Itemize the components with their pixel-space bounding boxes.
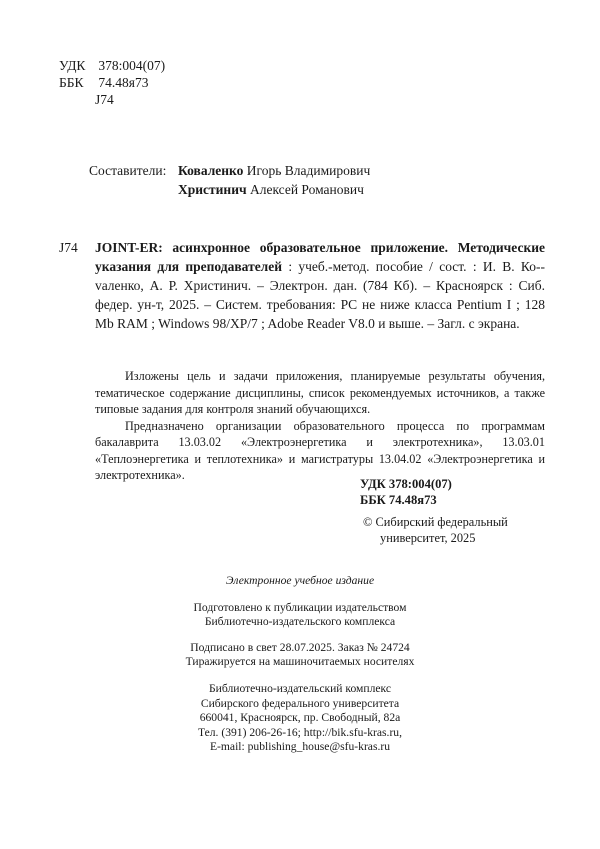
annotation: [95, 368, 545, 484]
prepared-line-1: Подготовлено к публикации издательством: [193, 600, 407, 614]
author-mark-top: J74: [95, 92, 114, 107]
udk-line: [59, 57, 165, 74]
compiler-1-surname: Коваленко: [178, 163, 244, 178]
compiler-1: [178, 161, 370, 181]
publisher-line-2: Сибирского федерального университета: [200, 696, 400, 710]
edition-type: Электронное учебное издание: [225, 574, 375, 587]
bib-title: JOINT-ER: асинхронное образовательное приложение. Методические указания для преподавателей: [95, 240, 545, 274]
bib-rest: : учеб.-метод. пособие / сост. : И. В. Ко-vaленко, А. Р. Христинич. – Электрон. дан. (784 Кб). – Красноярск : Сиб. федер. ун-т, 2025. – Систем. требования: PC не ниже класса Pentium I ; 128 Mb RAM ; Windows 98/XP/7 ; Adobe Reader V8.0 и выше. – Загл. с экрана.: [95, 259, 545, 331]
prepared-line-2: Библиотечно-издательского комплекса: [204, 615, 396, 629]
signed-line: Подписано в свет 28.07.2025. Заказ № 24724: [190, 640, 410, 654]
udk-value: 378:004(07): [98, 58, 166, 73]
email-line: E-mail: publishing_house@sfu-kras.ru: [209, 740, 391, 754]
copyright-line-2: университет, 2025: [380, 531, 476, 545]
bbk-line: [59, 74, 148, 91]
address-line: 660041, Красноярск, пр. Свободный, 82а: [199, 711, 401, 725]
bbk-value: 74.48я73: [98, 75, 149, 90]
annotation-paragraph-2: Предназначено организации образовательного процесса по программам бакалаврита 13.03.02 «Электроэнергетика и электротехника», 13.03.01 «Теплоэнергетика и теплотехника» и магистратуры 13.04.02 «Электроэнергетика и электротехника».: [95, 418, 545, 482]
publisher-line-1: Библиотечно-издательский комплекс: [209, 681, 391, 695]
copies-line: Тиражируется на машиночитаемых носителях: [185, 655, 415, 669]
bibliographic-description: [95, 238, 545, 333]
copyright-line-1: © Сибирский федеральный: [363, 515, 508, 529]
bbk-label: ББК: [59, 75, 84, 90]
compiler-2: [178, 180, 364, 200]
compilers-label: Составители:: [89, 163, 167, 178]
compiler-1-name: Игорь Владимирович: [246, 163, 371, 178]
annotation-paragraph-1: Изложены цель и задачи приложения, планируемые результаты обучения, тематическое содержание дисциплины, список рекомендуемых источников, а также типовые задания для контроля знаний обучающихся.: [95, 369, 545, 416]
imprint: [0, 574, 600, 755]
compiler-2-name: Алексей Романович: [249, 182, 364, 197]
udk-label: УДК: [59, 58, 86, 73]
compiler-2-surname: Христинич: [178, 182, 247, 197]
bbk-right: ББК 74.48я73: [360, 493, 437, 507]
udk-right: УДК 378:004(07): [360, 477, 452, 491]
author-mark: J74: [59, 240, 78, 255]
phone-site-line: Тел. (391) 206-26-16; http://bik.sfu-kras.ru,: [197, 725, 402, 739]
